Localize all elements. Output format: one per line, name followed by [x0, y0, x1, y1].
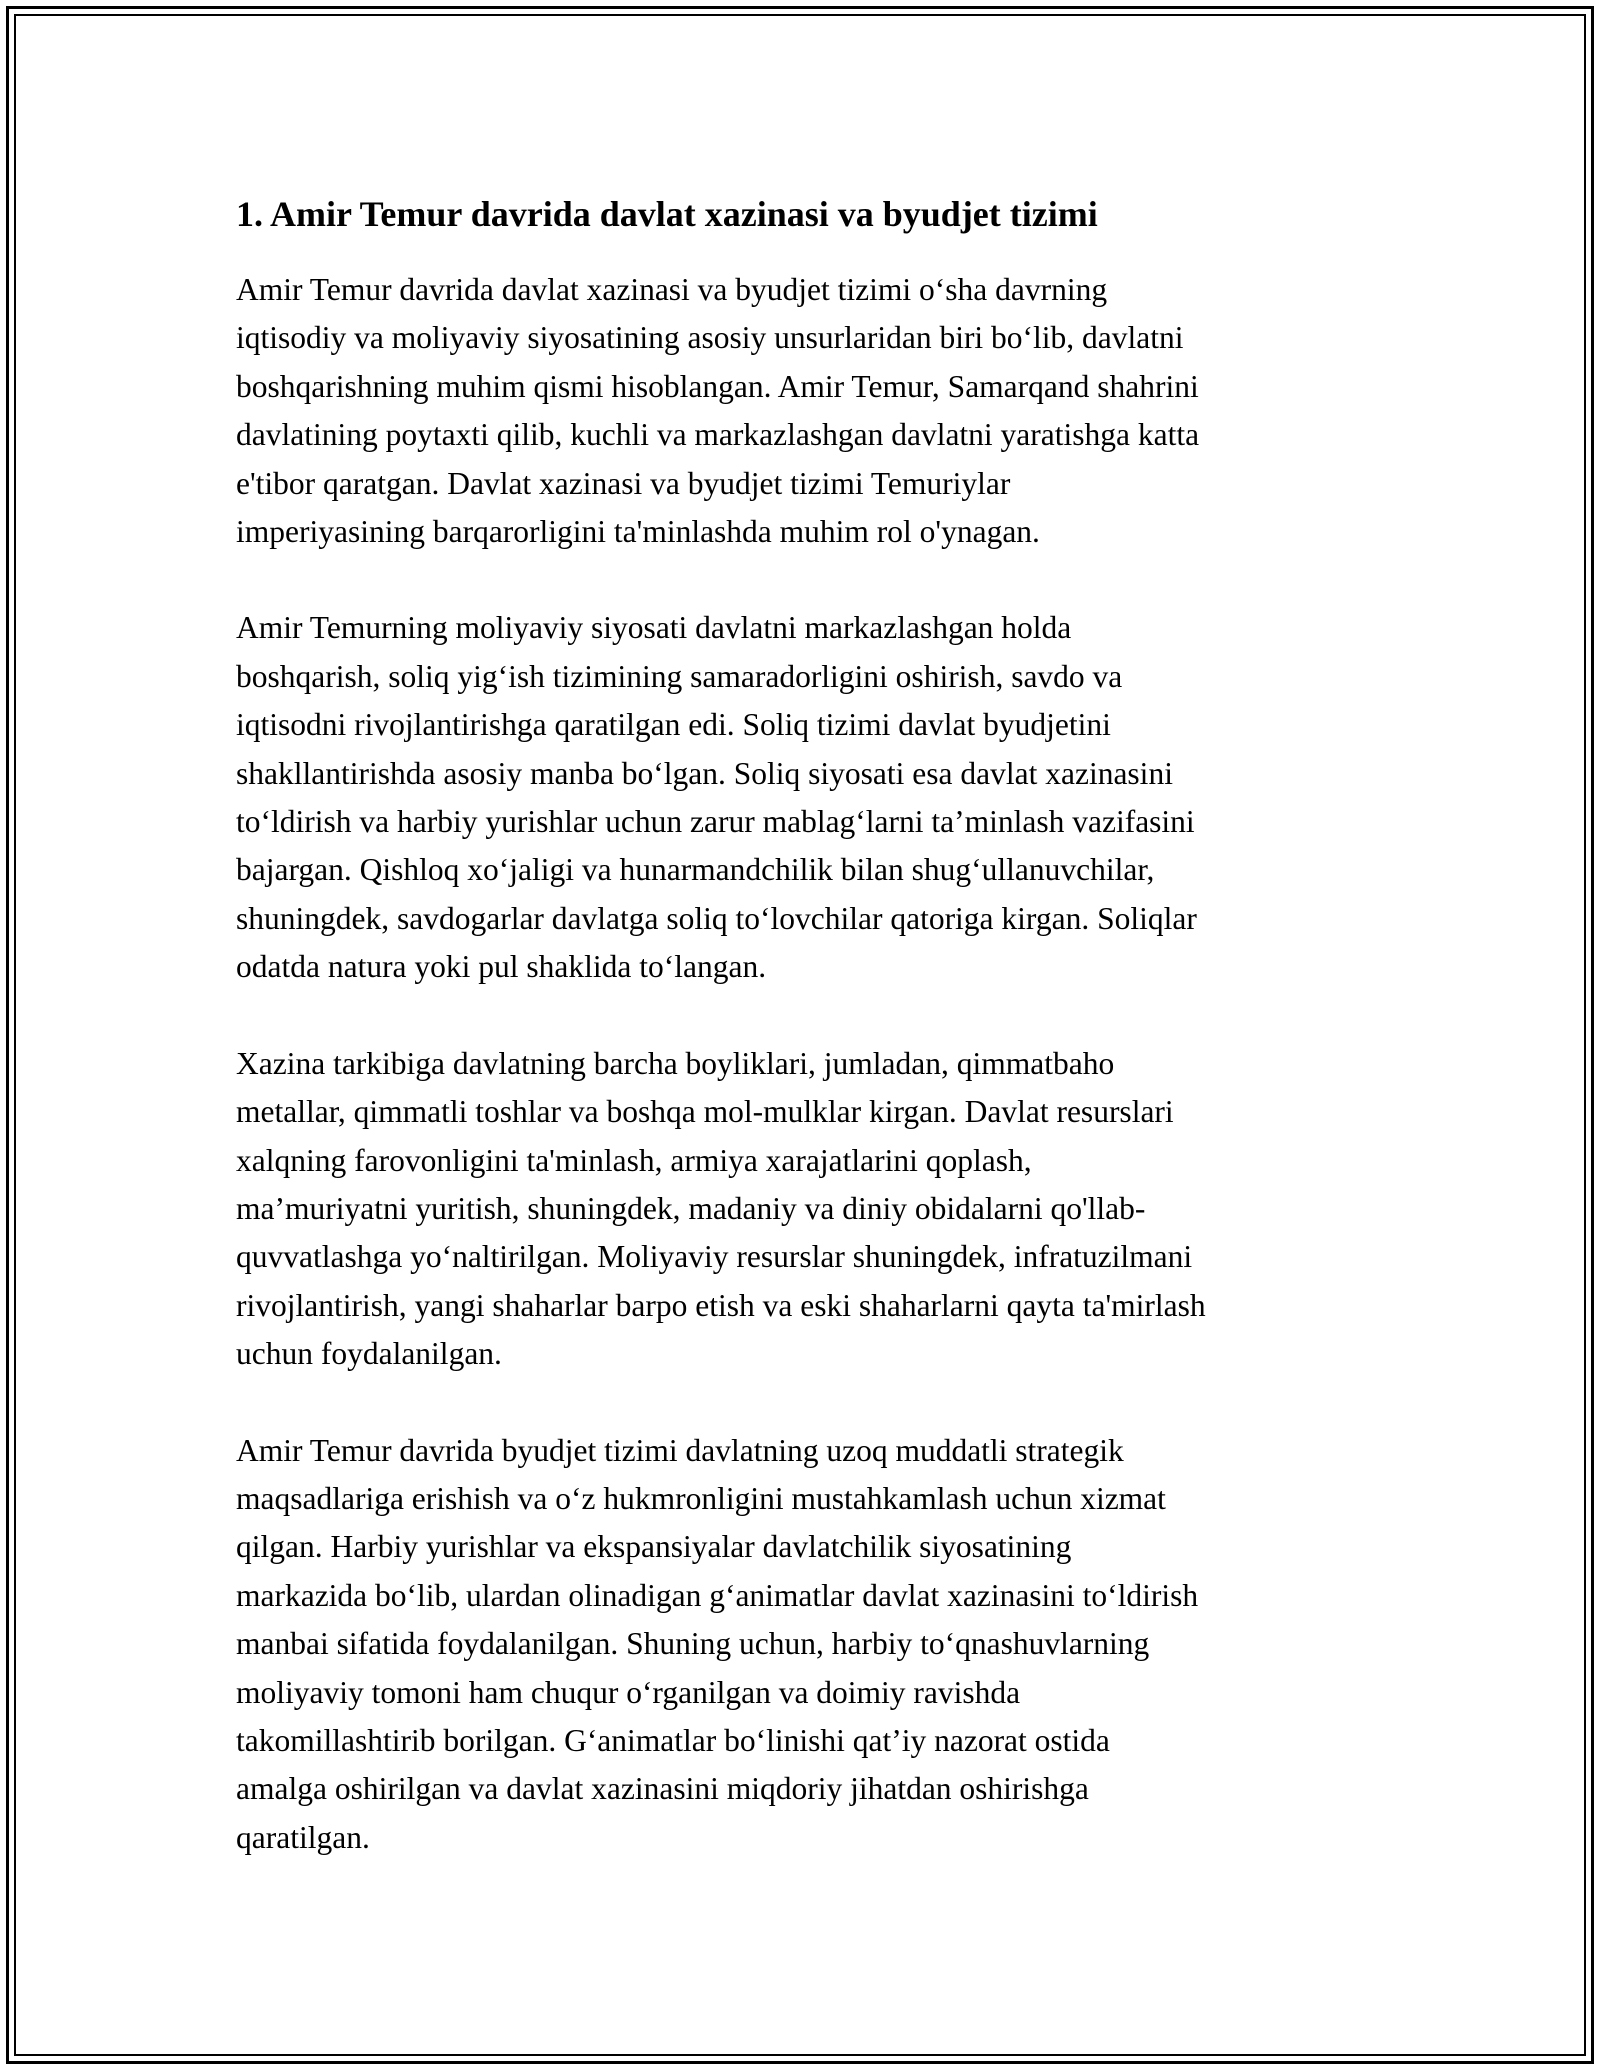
section-heading: 1. Amir Temur davrida davlat xazinasi va byudjet tizimi [236, 194, 1098, 234]
document-body [236, 188, 1376, 1910]
paragraph-3: Xazina tarkibiga davlatning barcha boyliklari, jumladan, qimmatbaho metallar, qimmatli toshlar va boshqa mol-mulklar kirgan. Davlat resurslari xalqning farovonligini ta'minlash, armiya xarajatlarini qoplash, ma’muriyatni yuritish, shuningdek, madaniy va diniy obidalarni qo'llab- quvvatlashga yo‘naltirilgan. Moliyaviy resurslar shuningdek, infratuzilmani rivojlantirish, yangi shaharlar barpo etish va eski shaharlarni qayta ta'mirlash uchun foydalanilgan. [236, 1045, 1206, 1372]
paragraph-4: Amir Temur davrida byudjet tizimi davlatning uzoq muddatli strategik maqsadlariga erishish va o‘z hukmronligini mustahkamlash uchun xizmat qilgan. Harbiy yurishlar va ekspansiyalar davlatchilik siyosatining markazida bo‘lib, ulardan olinadigan g‘animatlar davlat xazinasini to‘ldirish manbai sifatida foydalanilgan. Shuning uchun, harbiy to‘qnashuvlarning moliyaviy tomoni ham chuqur o‘rganilgan va doimiy ravishda takomillashtirib borilgan. G‘animatlar bo‘linishi qat’iy nazorat ostida amalga oshirilgan va davlat xazinasini miqdoriy jihatdan oshirishga qaratilgan. [236, 1432, 1199, 1855]
paragraph-2: Amir Temurning moliyaviy siyosati davlatni markazlashgan holda boshqarish, soliq yig‘ish tizimining samaradorligini oshirish, savdo va iqtisodni rivojlantirishga qaratilgan edi. Soliq tizimi davlat byudjetini shakllantirishda asosiy manba bo‘lgan. Soliq siyosati esa davlat xazinasini to‘ldirish va harbiy yurishlar uchun zarur mablag‘larni ta’minlash vazifasini bajargan. Qishloq xo‘jaligi va hunarmandchilik bilan shug‘ullanuvchilar, shuningdek, savdogarlar davlatga soliq to‘lovchilar qatoriga kirgan. Soliqlar odatda natura yoki pul shaklida to‘langan. [236, 610, 1197, 985]
paragraph-1: Amir Temur davrida davlat xazinasi va byudjet tizimi o‘sha davrning iqtisodiy va moliyaviy siyosatining asosiy unsurlaridan biri bo‘lib, davlatni boshqarishning muhim qismi hisoblangan. Amir Temur, Samarqand shahrini davlatining poytaxti qilib, kuchli va markazlashgan davlatni yaratishga katta e'tibor qaratgan. Davlat xazinasi va byudjet tizimi Temuriylar imperiyasining barqarorligini ta'minlashda muhim rol o'ynagan. [236, 272, 1200, 550]
